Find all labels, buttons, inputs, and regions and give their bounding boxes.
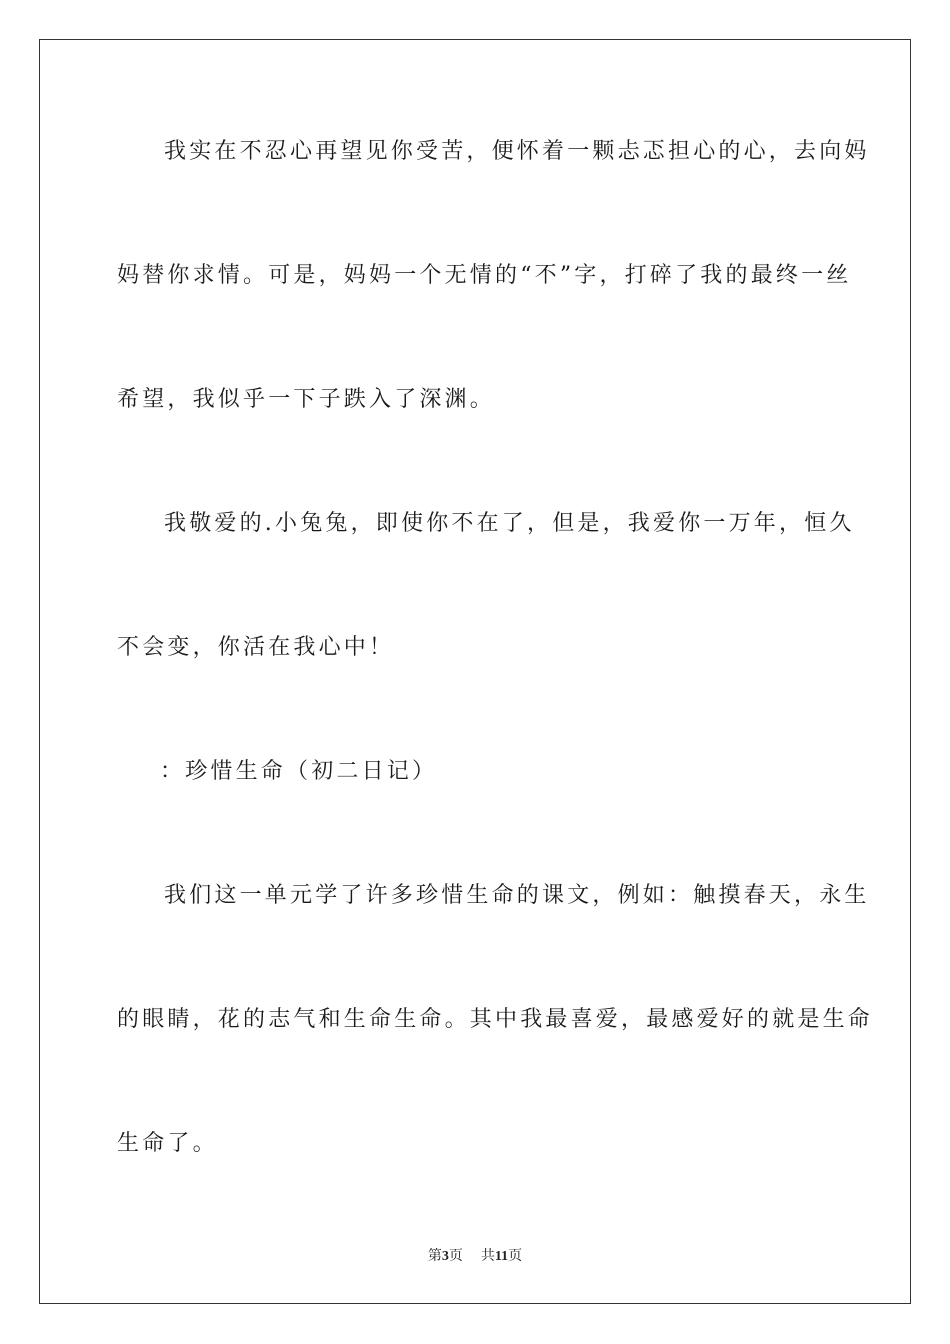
footer-page-prefix: 第 [427,1249,442,1264]
paragraph-line-5: 不会变，你活在我心中！ [117,635,395,660]
footer-total-suffix: 页 [508,1249,523,1264]
paragraph-line-9: 生命了。 [117,1131,218,1156]
section-heading: ：珍惜生命（初二日记） [160,759,438,784]
footer-total-prefix: 共 [480,1249,495,1264]
paragraph-line-4: 我敬爱的.小兔兔，即使你不在了，但是，我爱你一万年，恒久 [164,511,855,536]
footer-page-current: 3 [441,1249,449,1264]
page-border [39,39,911,1304]
paragraph-line-1: 我实在不忍心再望见你受苦，便怀着一颗忐忑担心的心，去向妈 [164,139,870,164]
footer-total-pages: 11 [494,1249,509,1264]
page-footer [0,1248,950,1266]
footer-page-suffix: 页 [448,1249,463,1264]
paragraph-line-7: 我们这一单元学了许多珍惜生命的课文，例如：触摸春天，永生 [164,883,870,908]
paragraph-line-2: 妈替你求情。可是，妈妈一个无情的“不”字，打碎了我的最终一丝 [117,263,852,288]
paragraph-line-8: 的眼睛，花的志气和生命生命。其中我最喜爱，最感爱好的就是生命 [117,1007,874,1032]
paragraph-line-3: 希望，我似乎一下子跌入了深渊。 [117,387,496,412]
